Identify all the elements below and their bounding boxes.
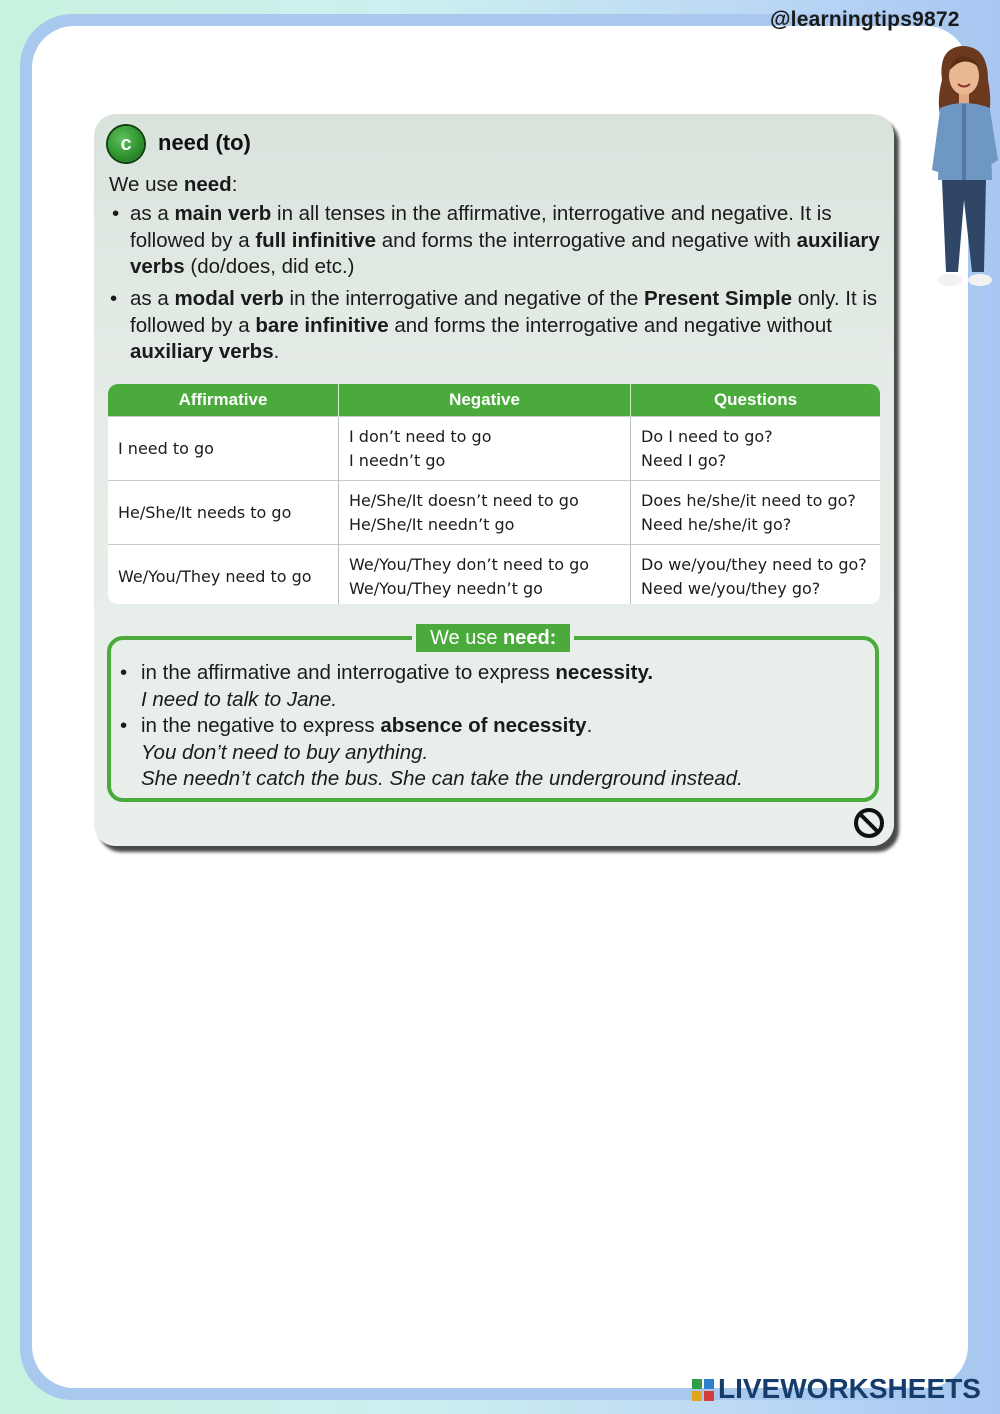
negative-cell: I don’t need to go I needn’t go	[339, 417, 631, 481]
header-negative: Negative	[339, 384, 631, 417]
teacher-illustration	[928, 40, 1000, 296]
question-cell: Do we/you/they need to go? Need we/you/they go?	[631, 545, 881, 605]
no-entry-icon	[852, 806, 886, 840]
liveworksheets-logo-icon	[692, 1379, 714, 1401]
section-badge: c	[108, 126, 144, 162]
question-cell: Does he/she/it need to go? Need he/she/it go?	[631, 481, 881, 545]
rule-main-verb: • as a main verb in all tenses in the affirmative, interrogative and negative. It is followed by a full infinitive and forms the interrogative and negative with auxiliary verbs (do/does, did etc.)	[112, 202, 880, 278]
affirmative-cell: I need to go	[108, 417, 339, 481]
negative-cell: We/You/They don’t need to go We/You/They needn’t go	[339, 545, 631, 605]
header-affirmative: Affirmative	[108, 384, 339, 417]
section-title: need (to)	[158, 130, 251, 155]
conjugation-table	[108, 384, 880, 604]
example-sentence: I need to talk to Jane.	[141, 687, 338, 711]
table-row	[108, 545, 880, 605]
header-questions: Questions	[631, 384, 881, 417]
example-sentence: She needn’t catch the bus. She can take the underground instead.	[141, 767, 743, 790]
usage-box-title: We use need:	[412, 624, 574, 652]
usage-item-necessity: • in the affirmative and interrogative to express necessity.	[120, 661, 654, 684]
rule-modal-verb: • as a modal verb in the interrogative and negative of the Present Simple only. It is followed by a bare infinitive and forms the interrogative and negative without auxiliary verbs.	[110, 287, 878, 363]
negative-cell: He/She/It doesn’t need to go He/She/It needn’t go	[339, 481, 631, 545]
grammar-card	[94, 114, 894, 846]
table-row	[108, 481, 880, 545]
usage-item-absence: • in the negative to express absence of necessity.	[120, 714, 593, 737]
channel-handle: @learningtips9872	[770, 8, 960, 31]
table-row	[108, 417, 880, 481]
liveworksheets-logo: LIVEWORKSHEETS	[718, 1373, 981, 1404]
question-cell: Do I need to go? Need I go?	[631, 417, 881, 481]
usage-content	[120, 660, 860, 793]
affirmative-cell: He/She/It needs to go	[108, 481, 339, 545]
intro-line: We use need:	[109, 173, 238, 196]
example-sentence: You don’t need to buy anything.	[141, 740, 429, 764]
affirmative-cell: We/You/They need to go	[108, 545, 339, 605]
